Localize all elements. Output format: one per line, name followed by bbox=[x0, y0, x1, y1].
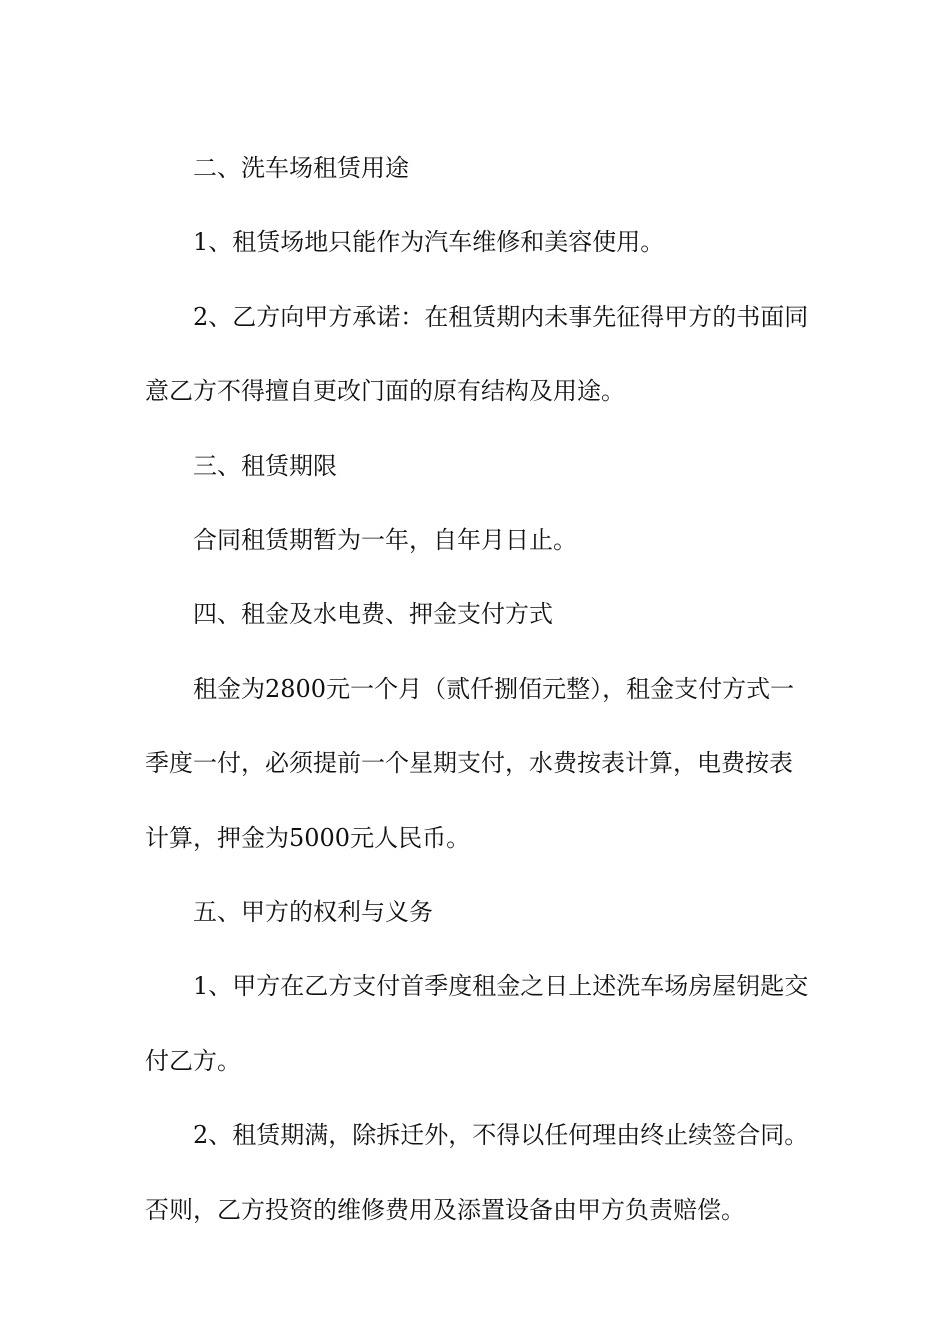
section-heading-term: 三、租赁期限 bbox=[193, 451, 337, 480]
paragraph: 租金为2800元一个月（贰仟捌佰元整），租金支付方式一季度一付，必须提前一个星期支付，水费按表计算，电费按表计算，押金为5000元人民币。 bbox=[145, 674, 795, 852]
paragraph: 合同租赁期暂为一年，自年月日止。 bbox=[193, 526, 577, 555]
section-heading-payment: 四、租金及水电费、押金支付方式 bbox=[193, 600, 553, 629]
document-body bbox=[145, 131, 810, 1247]
paragraph: 2、乙方向甲方承诺：在租赁期内未事先征得甲方的书面同意乙方不得擅自更改门面的原有结构及用途。 bbox=[145, 302, 809, 406]
section-heading-lessor-rights: 五、甲方的权利与义务 bbox=[193, 898, 433, 927]
paragraph: 2、租赁期满，除拆迁外，不得以任何理由终止续签合同。否则，乙方投资的维修费用及添置设备由甲方负责赔偿。 bbox=[145, 1121, 809, 1224]
paragraph: 1、甲方在乙方支付首季度租金之日上述洗车场房屋钥匙交付乙方。 bbox=[145, 972, 809, 1075]
section-heading-usage: 二、洗车场租赁用途 bbox=[193, 154, 409, 182]
paragraph: 1、租赁场地只能作为汽车维修和美容使用。 bbox=[193, 228, 665, 257]
